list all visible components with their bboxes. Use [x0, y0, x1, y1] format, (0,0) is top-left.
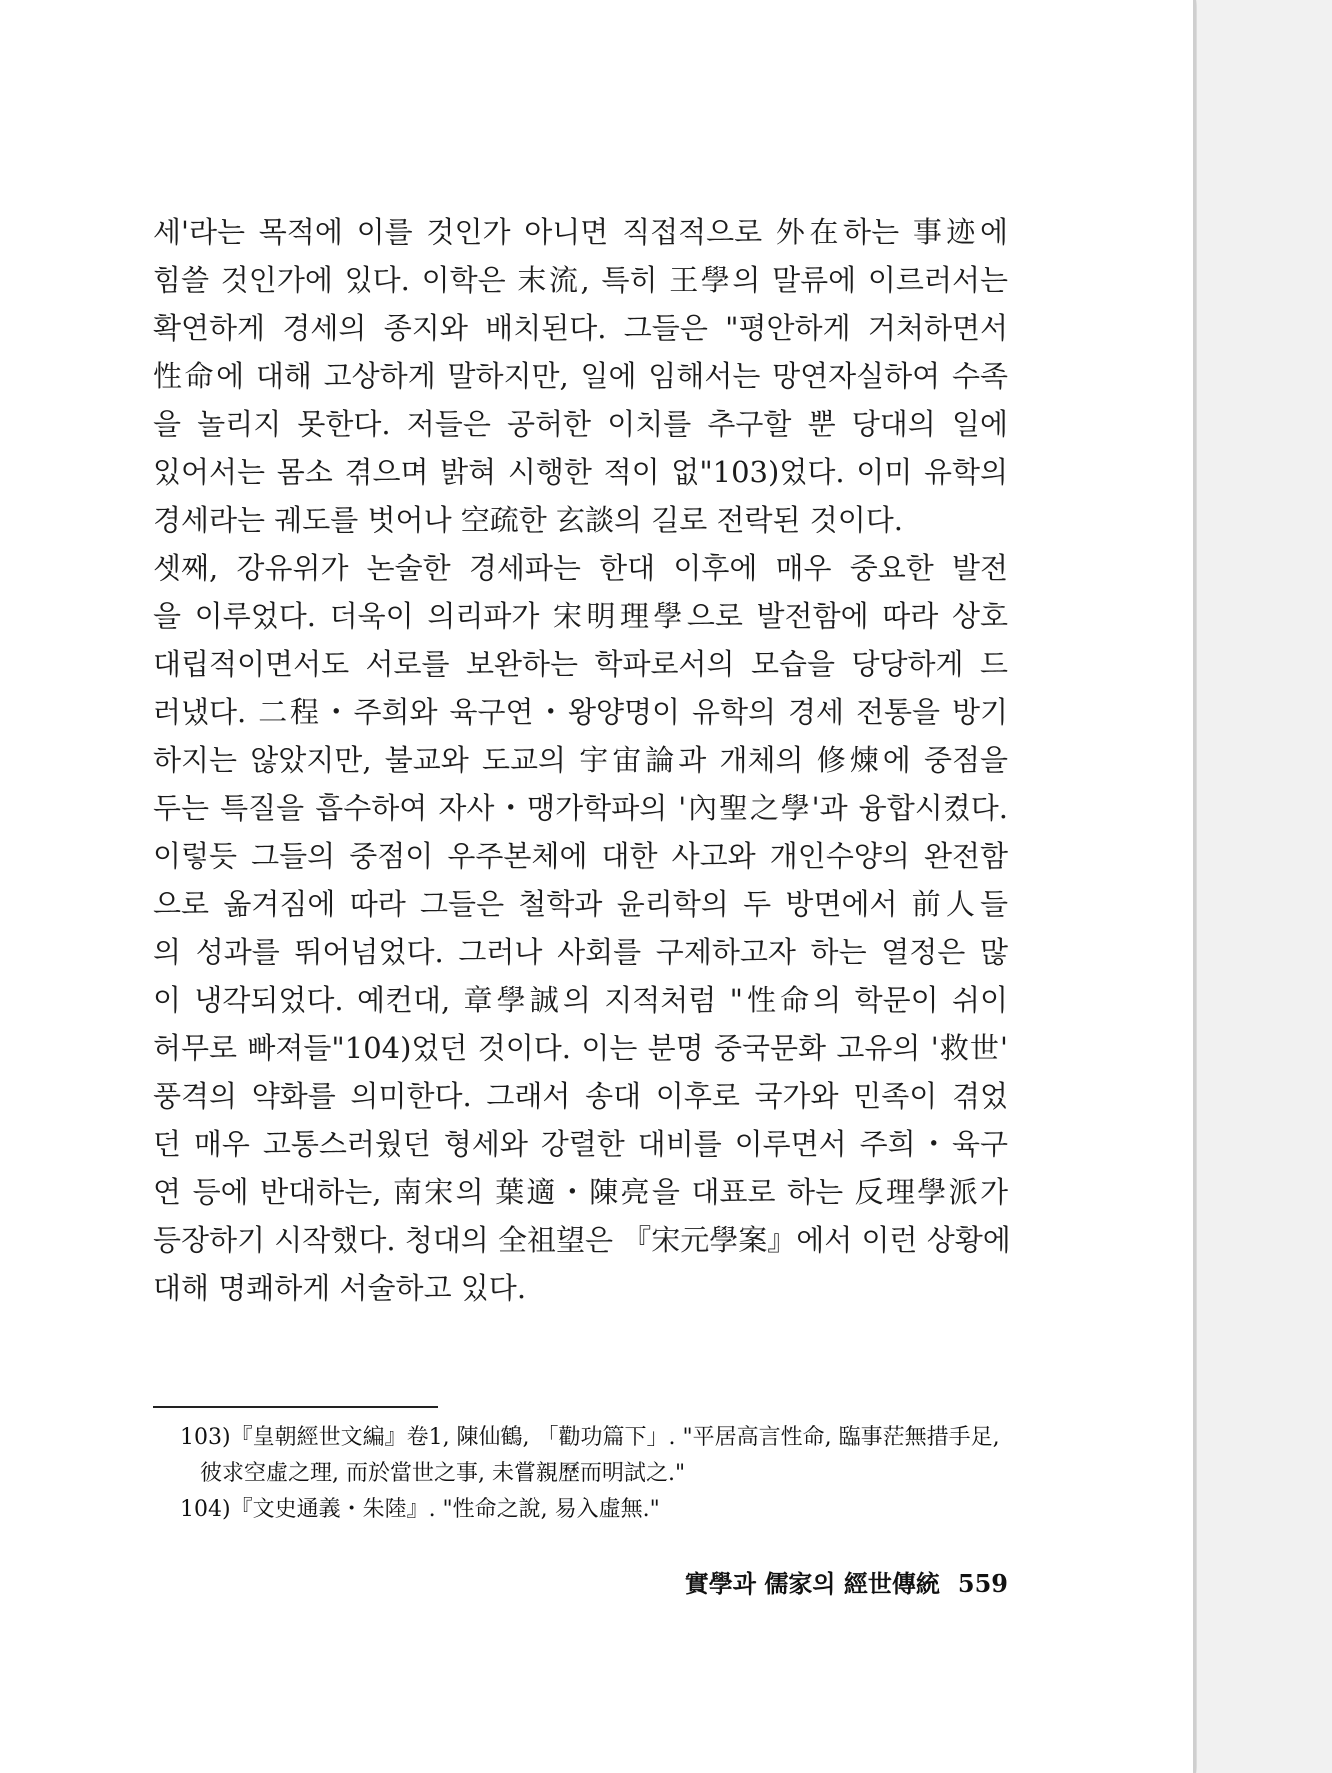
body-line: 셋째, 강유위가 논술한 경세파는 한대 이후에 매우 중요한 발전	[153, 551, 1008, 585]
body-line: 이 냉각되었다. 예컨대, 章學誠의 지적처럼 "性命의 학문이 쉬이	[153, 983, 1008, 1017]
body-line: 을 놀리지 못한다. 저들은 공허한 이치를 추구할 뿐 당대의 일에	[153, 407, 1008, 441]
body-line: 두는 특질을 흡수하여 자사・맹가학파의 '內聖之學'과 융합시켰다.	[153, 791, 1008, 825]
body-line: 힘쓸 것인가에 있다. 이학은 末流, 특히 王學의 말류에 이르러서는	[153, 263, 1008, 297]
body-line: 하지는 않았지만, 불교와 도교의 宇宙論과 개체의 修煉에 중점을	[153, 743, 1008, 777]
running-title: 實學과 儒家의 經世傳統	[684, 1569, 940, 1598]
page-footer	[560, 1564, 1008, 1599]
footnote-separator	[153, 1406, 438, 1408]
body-line: 등장하기 시작했다. 청대의 全祖望은 『宋元學案』에서 이런 상황에	[153, 1223, 1011, 1257]
body-line: 풍격의 약화를 의미한다. 그래서 송대 이후로 국가와 민족이 겪었	[153, 1079, 1008, 1113]
body-line: 세'라는 목적에 이를 것인가 아니면 직접적으로 外在하는 事迹에	[153, 215, 1008, 249]
body-line: 대해 명쾌하게 서술하고 있다.	[153, 1271, 527, 1305]
body-text	[153, 208, 1011, 1312]
body-line: 던 매우 고통스러웠던 형세와 강렬한 대비를 이루면서 주희・육구	[153, 1127, 1008, 1161]
body-line: 이렇듯 그들의 중점이 우주본체에 대한 사고와 개인수양의 완전함	[153, 839, 1008, 873]
footnote-103-continued: 彼求空虛之理, 而於當世之事, 未嘗親歷而明試之."	[200, 1461, 686, 1486]
body-line: 러냈다. 二程・주희와 육구연・왕양명이 유학의 경세 전통을 방기	[153, 695, 1008, 729]
footnote-104: 104)『文史通義・朱陸』. "性命之說, 易入虛無."	[180, 1497, 660, 1522]
page-number: 559	[957, 1569, 1008, 1598]
body-line: 있어서는 몸소 겪으며 밝혀 시행한 적이 없"103)었다. 이미 유학의	[153, 455, 1008, 489]
body-line: 경세라는 궤도를 벗어나 空疏한 玄談의 길로 전락된 것이다.	[153, 503, 904, 537]
body-line: 의 성과를 뛰어넘었다. 그러나 사회를 구제하고자 하는 열정은 많	[153, 935, 1008, 969]
body-line: 性命에 대해 고상하게 말하지만, 일에 임해서는 망연자실하여 수족	[153, 359, 1008, 393]
footnotes	[180, 1420, 1010, 1528]
body-line: 대립적이면서도 서로를 보완하는 학파로서의 모습을 당당하게 드	[153, 647, 1008, 681]
body-line: 확연하게 경세의 종지와 배치된다. 그들은 "평안하게 거처하면서	[153, 311, 1008, 345]
footnote-103: 103)『皇朝經世文編』卷1, 陳仙鶴, 「勸功篇下」. "平居高言性命, 臨事茫無措手足,	[180, 1425, 1000, 1450]
body-line: 을 이루었다. 더욱이 의리파가 宋明理學으로 발전함에 따라 상호	[153, 599, 1008, 633]
body-line: 허무로 빠져들"104)었던 것이다. 이는 분명 중국문화 고유의 '救世'	[153, 1031, 1008, 1065]
body-line: 연 등에 반대하는, 南宋의 葉適・陳亮을 대표로 하는 反理學派가	[153, 1175, 1008, 1209]
viewer-background	[1197, 0, 1332, 1773]
body-line: 으로 옮겨짐에 따라 그들은 철학과 윤리학의 두 방면에서 前人들	[153, 887, 1008, 921]
